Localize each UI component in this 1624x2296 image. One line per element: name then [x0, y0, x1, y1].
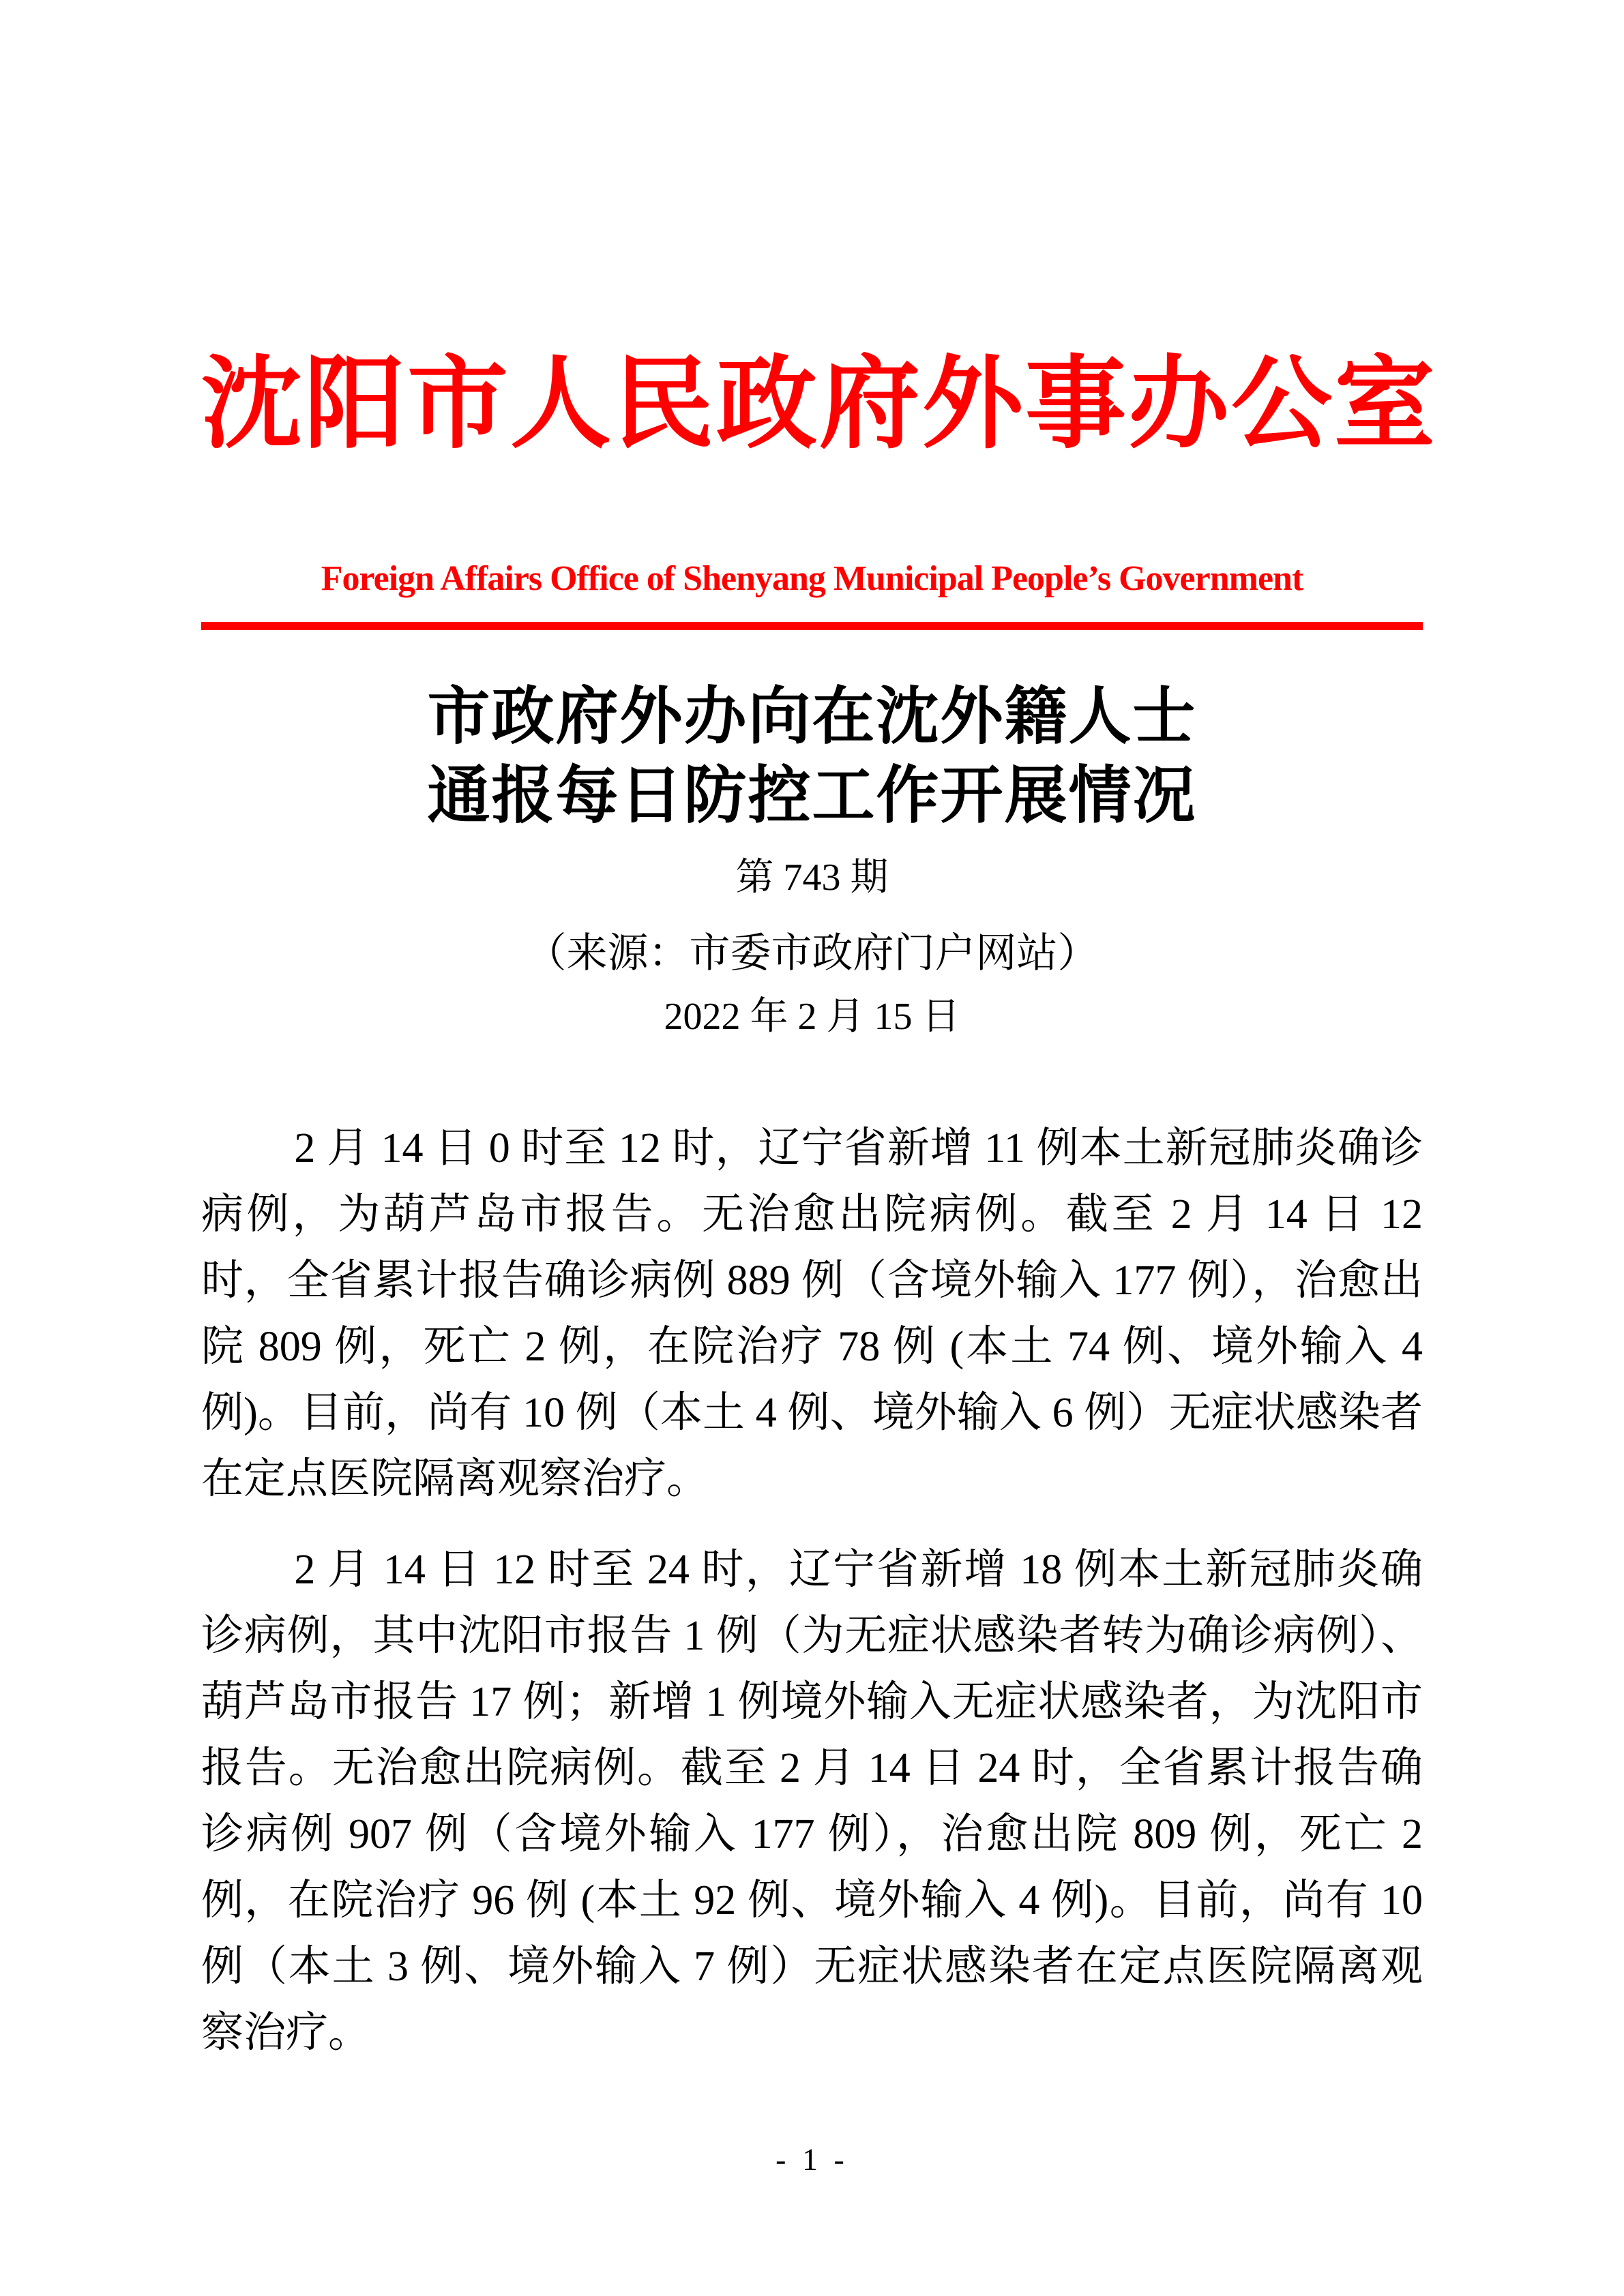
body-paragraph: 2 月 14 日 0 时至 12 时，辽宁省新增 11 例本土新冠肺炎确诊病例，为葫芦岛市报告。无治愈出院病例。截至 2 月 14 日 12 时，全省累计报告确诊病例 889 例（含境外输入 177 例），治愈出院 809 例，死亡 2 例，在院治疗 78 例 (本土 74 例、境外输入 4 例)。目前，尚有 10 例（本土 4 例、境外输入 6 例）无症状感染者在定点医院隔离观察治疗。 — [201, 1124, 1423, 1502]
red-divider-line — [201, 622, 1423, 630]
doc-title-line-1: 市政府外办向在沈外籍人士 — [427, 682, 1197, 752]
doc-title-line-2: 通报每日防控工作开展情况 — [427, 761, 1197, 831]
issue-number: 第 743 期 — [735, 856, 889, 899]
source-note: （来源：市委市政府门户网站） — [525, 931, 1099, 976]
body-paragraph: 2 月 14 日 12 时至 24 时，辽宁省新增 18 例本土新冠肺炎确诊病例，其中沈阳市报告 1 例（为无症状感染者转为确诊病例）、葫芦岛市报告 17 例；新增 1 例境外输入无症状感染者，为沈阳市报告。无治愈出院病例。截至 2 月 14 日 24 时，全省累计报告确诊病例 907 例（含境外输入 177 例），治愈出院 809 例，死亡 2 例，在院治疗 96 例 (本土 92 例、境外输入 4 例)。目前，尚有 10 例（本土 3 例、境外输入 7 例）无症状感染者在定点医院隔离观察治疗。 — [201, 1546, 1423, 2056]
page-number: - 1 - — [776, 2142, 848, 2177]
org-name-chinese: 沈阳市人民政府外事办公室 — [201, 349, 1437, 461]
letterhead — [201, 349, 1437, 630]
body-content — [201, 1116, 1423, 2066]
publish-date: 2022 年 2 月 15 日 — [664, 996, 960, 1039]
doc-title — [201, 678, 1423, 836]
org-name-english: Foreign Affairs Office of Shenyang Municipal People’s Government — [321, 559, 1303, 598]
